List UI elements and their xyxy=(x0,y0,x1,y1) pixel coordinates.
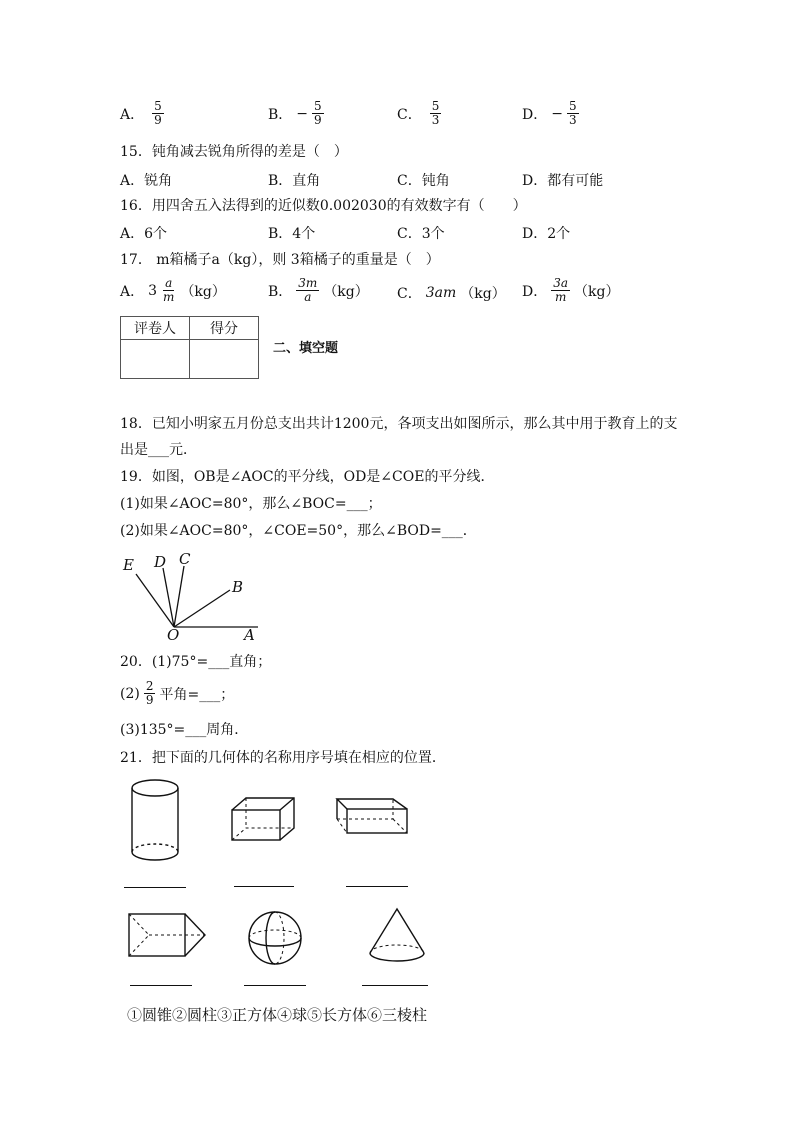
q19-question: 19．如图，OB是∠AOC的平分线，OD是∠COE的平分线． xyxy=(120,469,495,485)
score-header-score: 得分 xyxy=(190,317,259,340)
label-b: B xyxy=(232,578,244,596)
triangular-prism-icon xyxy=(125,910,210,960)
q19-part2: (2)如果∠AOC=80°，∠COE=50°，那么∠BOD=___． xyxy=(120,523,477,539)
q16-option-c: C．3个 xyxy=(397,226,445,242)
answer-line-6 xyxy=(362,985,428,986)
sphere-icon xyxy=(245,908,305,968)
answer-line-2 xyxy=(234,886,294,887)
q21-question: 21．把下面的几何体的名称用序号填在相应的位置． xyxy=(120,750,446,766)
angle-figure xyxy=(118,548,278,643)
answer-line-1 xyxy=(124,887,186,888)
q15-option-b: B．直角 xyxy=(268,173,321,189)
q16-question: 16．用四舍五入法得到的近似数0.002030的有效数字有（ ） xyxy=(120,198,527,214)
answer-line-3 xyxy=(346,886,408,887)
label-c: C xyxy=(179,550,191,568)
q20-part2: (2) $\frac{2}{9}$ 平角=___； xyxy=(120,679,235,707)
cuboid-icon xyxy=(333,797,413,839)
q16-option-d: D．2个 xyxy=(522,226,571,242)
q14-option-b: B． − $\frac{5}{9}$ xyxy=(268,99,322,127)
q15-option-d: D．都有可能 xyxy=(522,173,604,189)
cone-icon xyxy=(366,905,428,971)
q16-option-b: B．4个 xyxy=(268,226,316,242)
q16-option-a: A．6个 xyxy=(120,226,168,242)
q17-option-a: A． 3 $\frac{a}{m}$ （kg） xyxy=(120,276,226,304)
q20-part3: (3)135°=___周角． xyxy=(120,722,249,738)
section-title: 二、填空题 xyxy=(273,341,339,356)
cube-icon xyxy=(228,796,300,846)
q17-option-d: D． $\frac{3a}{m}$ （kg） xyxy=(522,276,620,304)
score-header-grader: 评卷人 xyxy=(121,317,190,340)
q14-option-a: A． $\frac{5}{9}$ xyxy=(120,99,162,127)
label-o: O xyxy=(167,626,180,644)
score-cell-grader xyxy=(121,340,190,379)
q20-part1: 20．(1)75°=___直角； xyxy=(120,654,272,670)
q17-option-c: C． 3am （kg） xyxy=(397,285,506,302)
answer-line-5 xyxy=(244,985,306,986)
cylinder-icon xyxy=(128,778,182,868)
answer-line-4 xyxy=(130,985,192,986)
q18-line2: 出是___元． xyxy=(120,442,197,458)
q17-option-b: B． $\frac{3m}{a}$ （kg） xyxy=(268,276,369,304)
q19-part1: (1)如果∠AOC=80°，那么∠BOC=___； xyxy=(120,496,382,512)
q14-option-d: D． − $\frac{5}{3}$ xyxy=(522,99,577,127)
score-table xyxy=(120,316,259,379)
shape-legend: ①圆锥②圆柱③正方体④球⑤长方体⑥三棱柱 xyxy=(127,1006,428,1024)
label-d: D xyxy=(154,553,167,571)
q15-question: 15．钝角减去锐角所得的差是（ ） xyxy=(120,144,348,160)
score-cell-score xyxy=(190,340,259,379)
q14-option-c: C． $\frac{5}{3}$ xyxy=(397,99,440,127)
q17-question: 17． m箱橘子a（kg），则 3箱橘子的重量是（ ） xyxy=(120,252,440,268)
q18-line1: 18．已知小明家五月份总支出共计1200元，各项支出如图所示，那么其中用于教育上的支 xyxy=(120,416,678,432)
q15-option-c: C．钝角 xyxy=(397,173,450,189)
label-e: E xyxy=(123,556,134,574)
q15-option-a: A．锐角 xyxy=(120,173,173,189)
label-a: A xyxy=(244,626,255,644)
